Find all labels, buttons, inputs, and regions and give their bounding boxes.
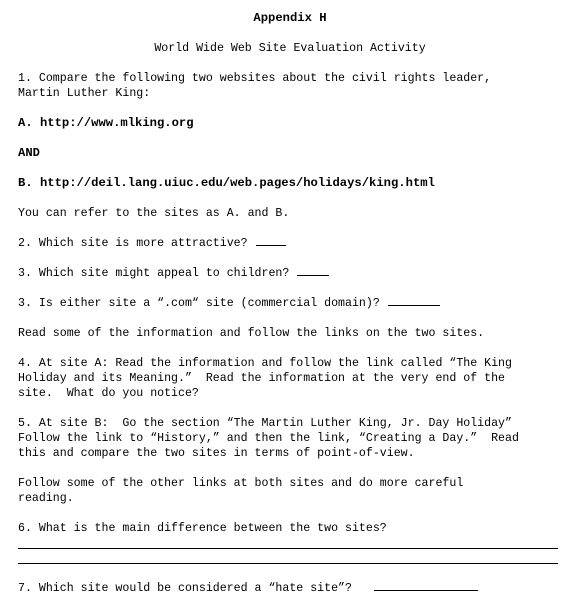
answer-blank-q7: [374, 590, 478, 591]
refer-note: You can refer to the sites as A. and B.: [18, 207, 290, 220]
question-5-line-1: 5. At site B: Go the section “The Martin Luther King, Jr. Day Holiday”: [18, 417, 512, 430]
question-4-line-1: 4. At site A: Read the information and follow the link called “The King: [18, 357, 512, 370]
and-label: AND: [18, 146, 40, 160]
question-7-text: 7. Which site would be considered a “hate site”?: [18, 582, 352, 595]
answer-blank-q3b: [388, 305, 440, 306]
appendix-title: Appendix H: [253, 11, 327, 25]
question-3b-text: 3. Is either site a “.com“ site (commercial domain)?: [18, 297, 380, 310]
site-b-url: B. http://deil.lang.uiuc.edu/web.pages/holidays/king.html: [18, 176, 435, 190]
question-2: [18, 236, 286, 251]
answer-line-q6-2: [18, 563, 558, 564]
question-7: [18, 581, 478, 596]
activity-subtitle: World Wide Web Site Evaluation Activity: [154, 42, 426, 55]
follow-note-line-2: reading.: [18, 492, 74, 505]
question-5-line-3: this and compare the two sites in terms of point-of-view.: [18, 447, 415, 460]
question-5-line-2: Follow the link to “History,” and then the link, “Creating a Day.” Read: [18, 432, 519, 445]
question-4-line-3: site. What do you notice?: [18, 387, 199, 400]
read-note: Read some of the information and follow the links on the two sites.: [18, 327, 485, 340]
answer-blank-q3a: [297, 275, 329, 276]
answer-blank-q2: [256, 245, 286, 246]
question-4-line-2: Holiday and its Meaning.” Read the information at the very end of the: [18, 372, 506, 385]
question-3a: [18, 266, 329, 281]
question-3b: [18, 296, 440, 311]
question-1-line-2: Martin Luther King:: [18, 87, 151, 100]
site-a-url: A. http://www.mlking.org: [18, 116, 194, 130]
question-2-text: 2. Which site is more attractive?: [18, 237, 248, 250]
question-3a-text: 3. Which site might appeal to children?: [18, 267, 290, 280]
question-1-line-1: 1. Compare the following two websites about the civil rights leader,: [18, 72, 492, 85]
follow-note-line-1: Follow some of the other links at both sites and do more careful: [18, 477, 464, 490]
answer-line-q6-1: [18, 548, 558, 549]
question-6: 6. What is the main difference between the two sites?: [18, 522, 387, 535]
